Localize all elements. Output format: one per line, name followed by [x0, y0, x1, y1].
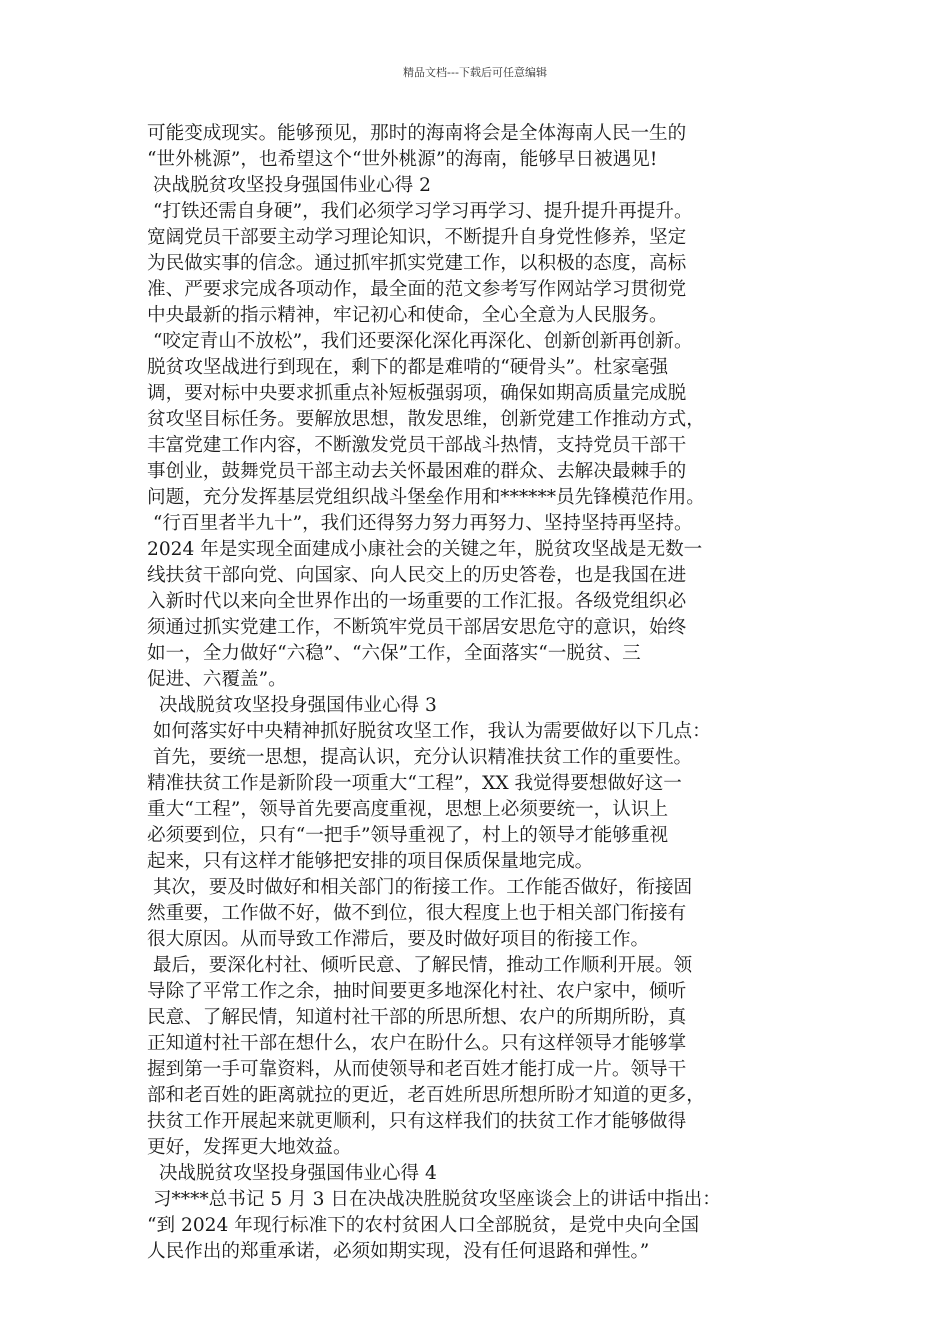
text-line: 重大“工程”，领导首先要高度重视，思想上必须要统一，认识上	[147, 799, 669, 820]
text-line: 如一，全力做好“六稳”、“六保”工作，全面落实“一脱贫、三	[147, 643, 641, 664]
text-line: 准、严要求完成各项动作，最全面的范文参考写作网站学习贯彻党	[147, 279, 687, 300]
text-line: 扶贫工作开展起来就更顺利，只有这样我们的扶贫工作才能够做得	[147, 1111, 687, 1132]
text-line: 可能变成现实。能够预见，那时的海南将会是全体海南人民一生的	[147, 123, 687, 144]
text-line: 正知道村社干部在想什么，农户在盼什么。只有这样领导才能够掌	[147, 1033, 687, 1054]
text-line: 起来，只有这样才能够把安排的项目保质保量地完成。	[147, 851, 594, 872]
text-line: 须通过抓实党建工作，不断筑牢党员干部居安思危守的意识，始终	[147, 617, 687, 638]
text-line: 更好，发挥更大地效益。	[147, 1137, 352, 1158]
text-line: 决战脱贫攻坚投身强国伟业心得 3	[147, 695, 437, 716]
text-line: 人民作出的郑重承诺，必须如期实现，没有任何退路和弹性。”	[147, 1241, 650, 1262]
text-line: 习****总书记 5 月 3 日在决战决胜脱贫攻坚座谈会上的讲话中指出：	[147, 1189, 721, 1210]
text-line: 民意、了解民情，知道村社干部的所思所想、农户的所期所盼，真	[147, 1007, 687, 1028]
text-line: 握到第一手可靠资料，从而使领导和老百姓才能打成一片。领导干	[147, 1059, 687, 1080]
text-line: 导除了平常工作之余，抽时间要更多地深化村社、农户家中，倾听	[147, 981, 687, 1002]
text-line: 很大原因。从而导致工作滞后，要及时做好项目的衔接工作。	[147, 929, 650, 950]
text-line: 精准扶贫工作是新阶段一项重大“工程”，XX 我觉得要想做好这一	[147, 773, 682, 794]
text-line: 丰富党建工作内容，不断激发党员干部战斗热情，支持党员干部干	[147, 435, 687, 456]
text-line: 脱贫攻坚战进行到现在，剩下的都是难啃的“硬骨头”。杜家毫强	[147, 357, 669, 378]
text-line: 必须要到位，只有“一把手”领导重视了，村上的领导才能够重视	[147, 825, 669, 846]
text-line: 决战脱贫攻坚投身强国伟业心得 2	[147, 175, 431, 196]
text-line: 部和老百姓的距离就拉的更近，老百姓所思所想所盼才知道的更多，	[147, 1085, 705, 1106]
text-line: 决战脱贫攻坚投身强国伟业心得 4	[147, 1163, 437, 1184]
text-line: “世外桃源”，也希望这个“世外桃源”的海南，能够早日被遇见!	[147, 149, 658, 170]
text-line: “咬定青山不放松”，我们还要深化深化再深化、创新创新再创新。	[147, 331, 693, 352]
text-line: “打铁还需自身硬”，我们必须学习学习再学习、提升提升再提升。	[147, 201, 693, 222]
text-line: 最后，要深化村社、倾听民意、了解民情，推动工作顺利开展。领	[147, 955, 693, 976]
text-line: 问题，充分发挥基层党组织战斗堡垒作用和******员先锋模范作用。	[147, 487, 705, 508]
text-line: 首先，要统一思想，提高认识，充分认识精准扶贫工作的重要性。	[147, 747, 693, 768]
text-line: 促进、六覆盖”。	[147, 669, 287, 690]
text-line: 线扶贫干部向党、向国家、向人民交上的历史答卷，也是我国在进	[147, 565, 687, 586]
text-line: 2024 年是实现全面建成小康社会的关键之年，脱贫攻坚战是无数一	[147, 539, 703, 560]
text-line: 然重要，工作做不好，做不到位，很大程度上也于相关部门衔接有	[147, 903, 687, 924]
text-line: 事创业，鼓舞党员干部主动去关怀最困难的群众、去解决最棘手的	[147, 461, 687, 482]
text-line: 入新时代以来向全世界作出的一场重要的工作汇报。各级党组织必	[147, 591, 687, 612]
text-line: 调，要对标中央要求抓重点补短板强弱项，确保如期高质量完成脱	[147, 383, 687, 404]
text-line: 宽阔党员干部要主动学习理论知识，不断提升自身党性修养，坚定	[147, 227, 687, 248]
text-line: 其次，要及时做好和相关部门的衔接工作。工作能否做好，衔接固	[147, 877, 693, 898]
text-line: 贫攻坚目标任务。要解放思想，散发思维，创新党建工作推动方式，	[147, 409, 705, 430]
page-header: 精品文档---下载后可任意编辑	[403, 66, 547, 79]
text-line: 中央最新的指示精神，牢记初心和使命，全心全意为人民服务。	[147, 305, 668, 326]
text-line: 为民做实事的信念。通过抓牢抓实党建工作，以积极的态度，高标	[147, 253, 687, 274]
text-line: “到 2024 年现行标准下的农村贫困人口全部脱贫，是党中央向全国	[147, 1215, 700, 1236]
document-body	[147, 121, 819, 1265]
text-line: 如何落实好中央精神抓好脱贫攻坚工作，我认为需要做好以下几点：	[147, 721, 711, 742]
text-line: “行百里者半九十”，我们还得努力努力再努力、坚持坚持再坚持。	[147, 513, 693, 534]
